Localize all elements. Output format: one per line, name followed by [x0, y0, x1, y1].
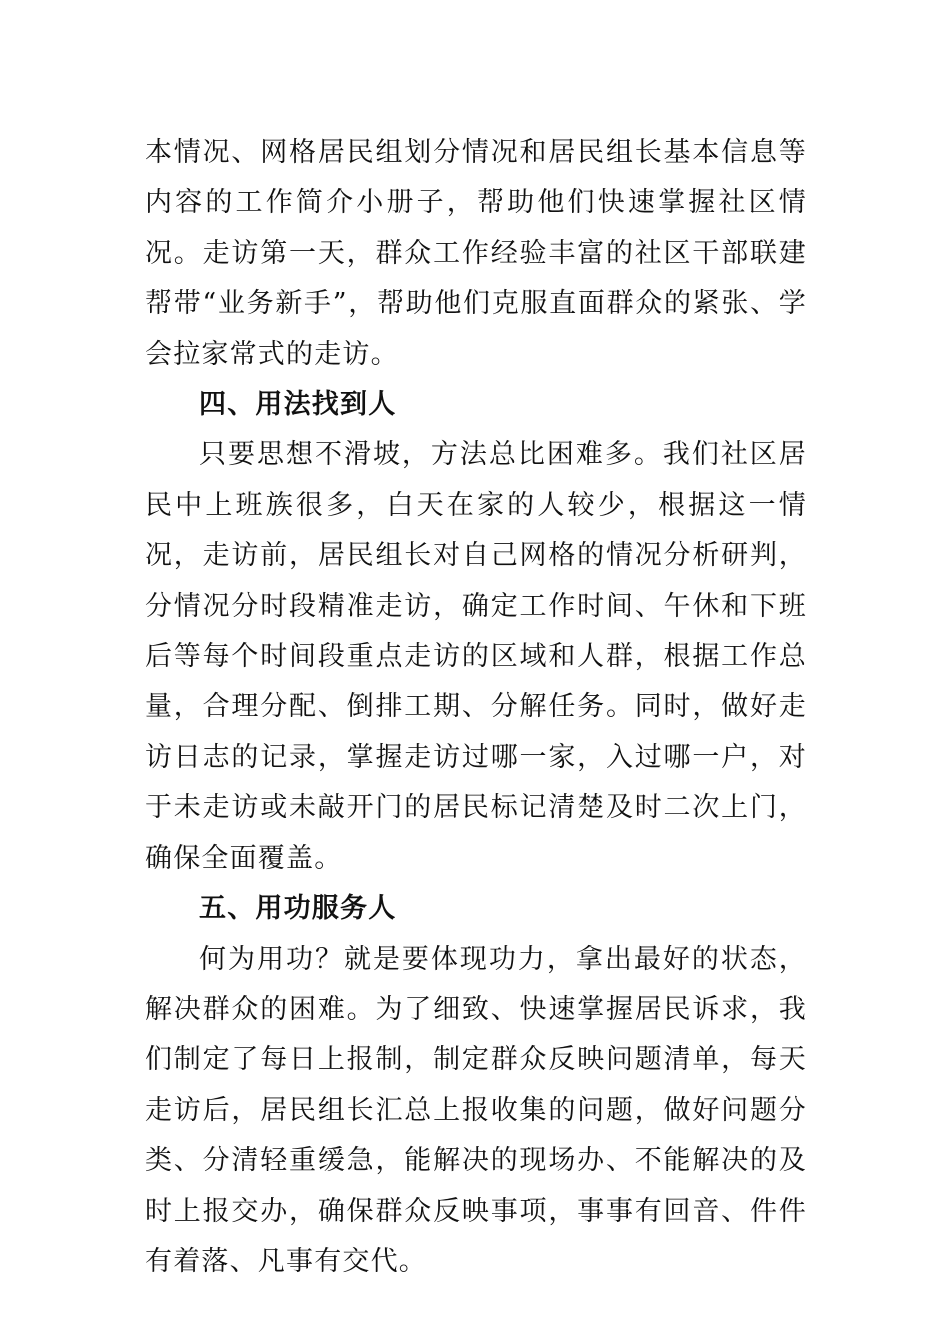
- document-body: [145, 128, 807, 1287]
- section-heading-5: 五、用功服务人: [199, 893, 397, 925]
- paragraph-section-4: 只要思想不滑坡，方法总比困难多。我们社区居民中上班族很多，白天在家的人较少，根据这一情况，走访前，居民组长对自己网格的情况分析研判，分情况分时段精准走访，确定工作时间、午休和下班后等每个时间段重点走访的区域和人群，根据工作总量，合理分配、倒排工期、分解任务。同时，做好走访日志的记录，掌握走访过哪一家，入过哪一户，对于未走访或未敲开门的居民标记清楚及时二次上门，确保全面覆盖。: [145, 439, 807, 874]
- paragraph-continued: 本情况、网格居民组划分情况和居民组长基本信息等内容的工作简介小册子，帮助他们快速掌握社区情况。走访第一天，群众工作经验丰富的社区干部联建帮带“业务新手”，帮助他们克服直面群众的紧张、学会拉家常式的走访。: [145, 137, 807, 370]
- section-heading-4: 四、用法找到人: [199, 389, 397, 421]
- paragraph-section-5: 何为用功？就是要体现功力，拿出最好的状态，解决群众的困难。为了细致、快速掌握居民诉求，我们制定了每日上报制，制定群众反映问题清单，每天走访后，居民组长汇总上报收集的问题，做好问题分类、分清轻重缓急，能解决的现场办、不能解决的及时上报交办，确保群众反映事项，事事有回音、件件有着落、凡事有交代。: [145, 943, 807, 1277]
